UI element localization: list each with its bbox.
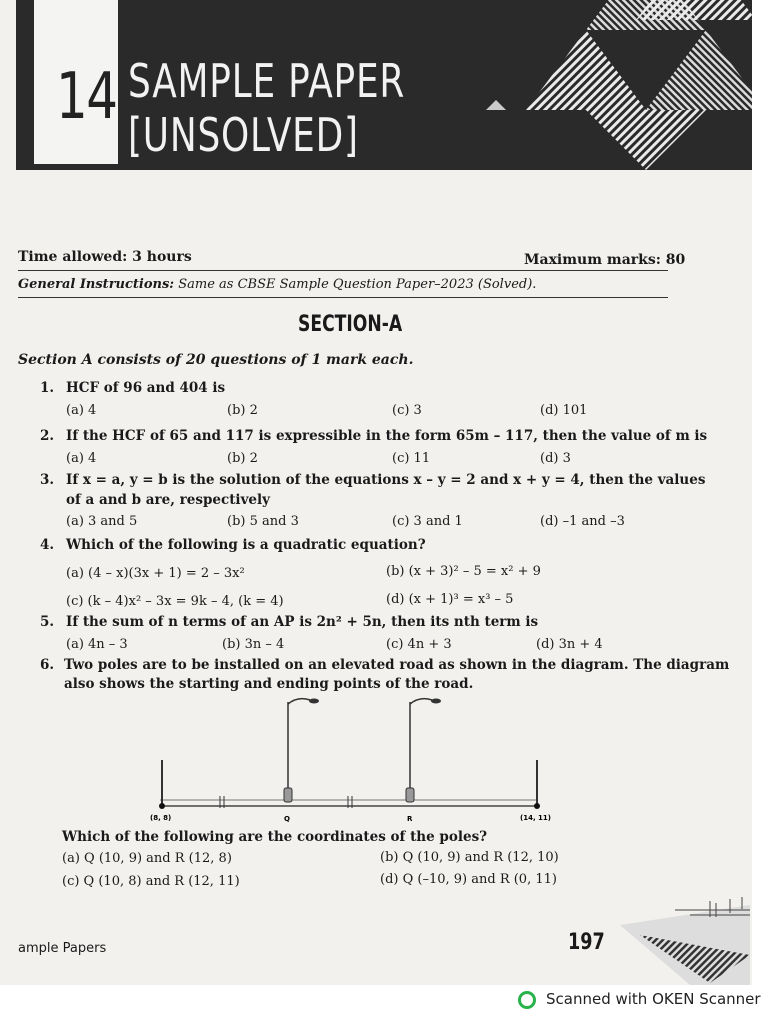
general-instructions [18,277,536,292]
instructions-text: Same as CBSE Sample Question Paper–2023 (Solved). [178,277,537,292]
q6-text-line2: also shows the starting and ending points of the road. [64,676,474,692]
scanner-text: Scanned with OKEN Scanner [546,990,761,1008]
q4-option-c[interactable]: (c) (k – 4)x² – 3x = 9k – 4, (k = 4) [66,594,284,609]
divider-top [18,270,668,271]
q4-option-b[interactable]: (b) (x + 3)² – 5 = x² + 9 [386,564,541,579]
pole-r-base [406,788,414,802]
q2-option-a[interactable]: (a) 4 [66,451,97,466]
q1-number: 1. [40,380,55,396]
pole-r-lamp [431,699,441,704]
scanner-watermark [518,990,761,1009]
footer-decoration [600,895,750,985]
q3-option-a[interactable]: (a) 3 and 5 [66,514,138,529]
q3-option-c[interactable]: (c) 3 and 1 [392,514,463,529]
q3-option-b[interactable]: (b) 5 and 3 [227,514,299,529]
q2-option-c[interactable]: (c) 11 [392,451,431,466]
q6-option-a[interactable]: (a) Q (10, 9) and R (12, 8) [62,851,232,866]
q6-option-b[interactable]: (b) Q (10, 9) and R (12, 10) [380,850,559,865]
start-point-label: (8, 8) [150,814,172,822]
footer-section-label: ample Papers [18,941,107,956]
q4-text: Which of the following is a quadratic equation? [66,537,426,553]
scanner-logo-icon [518,991,536,1009]
end-point-label: (14, 11) [520,814,551,822]
q6-subtext: Which of the following are the coordinates of the poles? [62,829,488,845]
q1-text: HCF of 96 and 404 is [66,380,226,396]
q2-text: If the HCF of 65 and 117 is expressible in the form 65m – 117, then the value of m is [66,428,708,444]
q3-text-line2: of a and b are, respectively [66,492,270,508]
q2-number: 2. [40,428,55,444]
q1-option-b[interactable]: (b) 2 [227,403,258,418]
section-title: SECTION-A [298,312,403,337]
poles-road-diagram [140,690,560,830]
q4-number: 4. [40,537,55,553]
title-banner [16,0,752,170]
q2-option-b[interactable]: (b) 2 [227,451,258,466]
q6-option-c[interactable]: (c) Q (10, 8) and R (12, 11) [62,874,240,889]
pole-r-lamp-arm [410,699,432,704]
start-point [159,803,165,809]
q5-option-c[interactable]: (c) 4n + 3 [386,637,452,652]
banner-title-line1: SAMPLE PAPER [128,54,406,108]
q5-option-b[interactable]: (b) 3n – 4 [222,637,285,652]
q5-option-a[interactable]: (a) 4n – 3 [66,637,128,652]
q3-option-d[interactable]: (d) –1 and –3 [540,514,625,529]
banner-title [128,54,405,162]
banner-title-line2: [UNSOLVED] [128,108,359,162]
pole-q-base [284,788,292,802]
q5-number: 5. [40,614,55,630]
end-point [534,803,540,809]
q6-number: 6. [40,657,55,673]
q6-option-d[interactable]: (d) Q (–10, 9) and R (0, 11) [380,872,557,887]
q1-option-c[interactable]: (c) 3 [392,403,422,418]
chapter-number: 14 [56,60,117,134]
time-allowed: Time allowed: 3 hours [18,249,192,265]
q4-option-a[interactable]: (a) (4 – x)(3x + 1) = 2 – 3x² [66,566,245,581]
pole-q-lamp-arm [288,699,310,704]
r-label: R [407,815,413,823]
q3-text: If x = a, y = b is the solution of the equations x – y = 2 and x + y = 4, then the values [66,472,706,488]
chapter-number-box [34,0,118,164]
q5-text: If the sum of n terms of an AP is 2n² + 5n, then its nth term is [66,614,539,630]
q1-option-d[interactable]: (d) 101 [540,403,588,418]
triangle-pattern-decoration [466,0,752,170]
section-note: Section A consists of 20 questions of 1 mark each. [18,352,414,368]
q6-text: Two poles are to be installed on an elevated road as shown in the diagram. The diagram [64,657,730,673]
page-number: 197 [568,930,605,955]
q-label: Q [284,815,290,823]
instructions-label: General Instructions: [18,277,175,292]
pole-q-lamp [309,699,319,704]
q3-number: 3. [40,472,55,488]
q1-option-a[interactable]: (a) 4 [66,403,97,418]
q4-option-d[interactable]: (d) (x + 1)³ = x³ – 5 [386,592,514,607]
q2-option-d[interactable]: (d) 3 [540,451,571,466]
divider-bottom [18,297,668,298]
q5-option-d[interactable]: (d) 3n + 4 [536,637,603,652]
maximum-marks: Maximum marks: 80 [524,252,686,268]
